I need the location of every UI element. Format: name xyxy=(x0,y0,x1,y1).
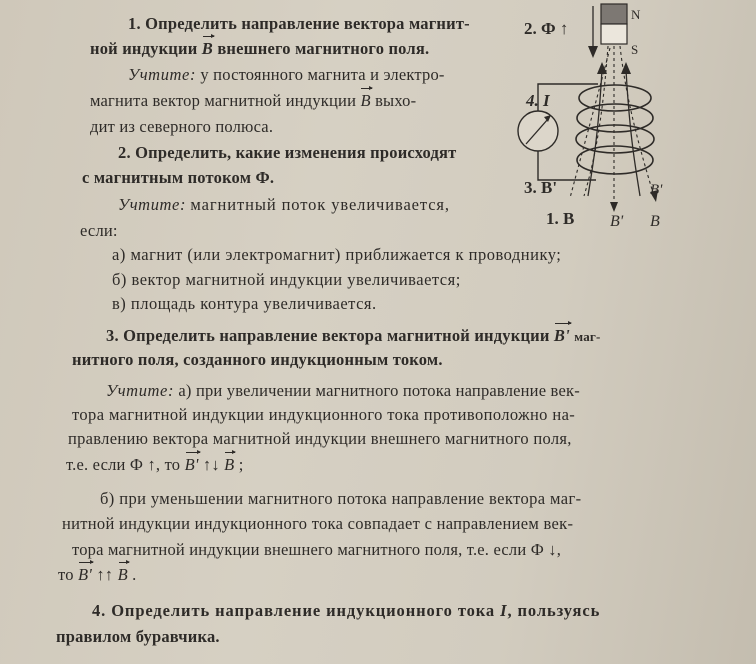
item1-note-line1 xyxy=(128,65,445,85)
induction-diagram xyxy=(500,0,690,240)
pole-s-label: S xyxy=(631,42,639,57)
item2-note-line2: если: xyxy=(80,221,118,240)
item4-title-text-end: , пользуясь xyxy=(507,601,601,620)
vector-b-label: 1. B xyxy=(546,209,575,228)
bottom-b-prime-label: B' xyxy=(610,213,624,230)
item2-list-c: в) площадь контура увеличивается. xyxy=(112,294,377,313)
item4-title-line2: правилом буравчика. xyxy=(56,627,220,646)
item3-note-a-line2: тора магнитной индукции индукционного тока противоположно на- xyxy=(72,405,576,424)
item3-note-b-line1: б) при уменьшении магнитного потока направление вектора маг- xyxy=(100,489,582,508)
item1-note-line2 xyxy=(90,91,416,111)
note-text: магнита вектор магнитной индукции xyxy=(90,91,357,110)
magnet-south-pole xyxy=(601,24,627,44)
bottom-b-label: B xyxy=(650,213,660,230)
item3-note-b-line2: нитной индукции индукционного тока совпадает с направлением век- xyxy=(62,514,574,533)
item1-title-line2 xyxy=(90,39,429,59)
item3-title-text: 3. Определить направление вектора магнитной индукции xyxy=(106,326,550,345)
item2-title-line1: 2. Определить, какие изменения происходят xyxy=(118,143,457,162)
vector-b-symbol: B xyxy=(117,565,128,584)
item3-title-hyphen: маг- xyxy=(574,329,601,344)
pole-n-label: N xyxy=(631,7,641,22)
vector-b-symbol: B xyxy=(360,91,371,110)
note-label: Учтите: xyxy=(128,65,197,84)
bar-magnet xyxy=(601,4,627,44)
item2-note-line1 xyxy=(118,195,450,215)
note-text-end: . xyxy=(132,565,137,584)
note-label: Учтите: xyxy=(118,195,187,214)
note-text-end: ; xyxy=(238,455,244,474)
flux-label: 2. Ф ↑ xyxy=(524,19,569,38)
item3-note-a-line4 xyxy=(66,455,244,475)
note-text: магнитный поток увеличивается, xyxy=(190,195,450,214)
item1-title-text-end: внешнего магнитного поля. xyxy=(217,39,430,58)
note-text-end: выхо- xyxy=(375,91,417,110)
vector-b-prime-symbol: B' xyxy=(77,565,92,584)
note-text: у постоянного магнита и электро- xyxy=(200,65,445,84)
vector-b-prime-symbol: B' xyxy=(553,326,570,345)
vector-b-prime-symbol: B' xyxy=(184,455,199,474)
item3-title-line1 xyxy=(106,326,601,347)
b-prime-right-label: B' xyxy=(650,182,663,198)
b-prime-left-label: 3. B' xyxy=(524,178,558,197)
vector-b-symbol: B xyxy=(201,39,213,58)
note-text: а) при увеличении магнитного потока направление век- xyxy=(178,381,580,400)
magnet-motion-arrow xyxy=(588,6,598,58)
magnet-north-pole xyxy=(601,4,627,24)
current-symbol: I xyxy=(500,601,508,620)
coil xyxy=(576,85,654,174)
item2-list-b: б) вектор магнитной индукции увеличивается; xyxy=(112,270,461,289)
item3-note-a-line1 xyxy=(106,381,580,401)
note-label: Учтите: xyxy=(106,381,175,400)
note-text: т.е. если Ф ↑, то xyxy=(66,455,181,474)
galvanometer-icon xyxy=(518,111,558,151)
item1-title-line1: 1. Определить направление вектора магнит- xyxy=(128,14,470,33)
current-label: 4. I xyxy=(526,91,550,110)
vector-b-symbol: B xyxy=(224,455,235,474)
item1-title-text: ной индукции xyxy=(90,39,198,58)
note-text: то xyxy=(58,565,74,584)
item3-note-a-line3: правлению вектора магнитной индукции внешнего магнитного поля, xyxy=(68,429,572,448)
item1-note-line3: дит из северного полюса. xyxy=(90,117,274,136)
item3-note-b-line4 xyxy=(58,565,137,585)
item4-title-line1 xyxy=(92,601,600,621)
antiparallel-symbol: ↑↓ xyxy=(202,455,220,474)
item2-list-a: а) магнит (или электромагнит) приближается к проводнику; xyxy=(112,245,562,264)
parallel-symbol: ↑↑ xyxy=(96,565,114,584)
item3-note-b-line3: тора магнитной индукции внешнего магнитного поля, т.е. если Ф ↓, xyxy=(72,540,562,559)
item2-title-line2: с магнитным потоком Ф. xyxy=(82,168,275,187)
item3-title-line2: нитного поля, созданного индукционным током. xyxy=(72,350,443,369)
item4-title-text: 4. Определить направление индукционного тока xyxy=(92,601,496,620)
